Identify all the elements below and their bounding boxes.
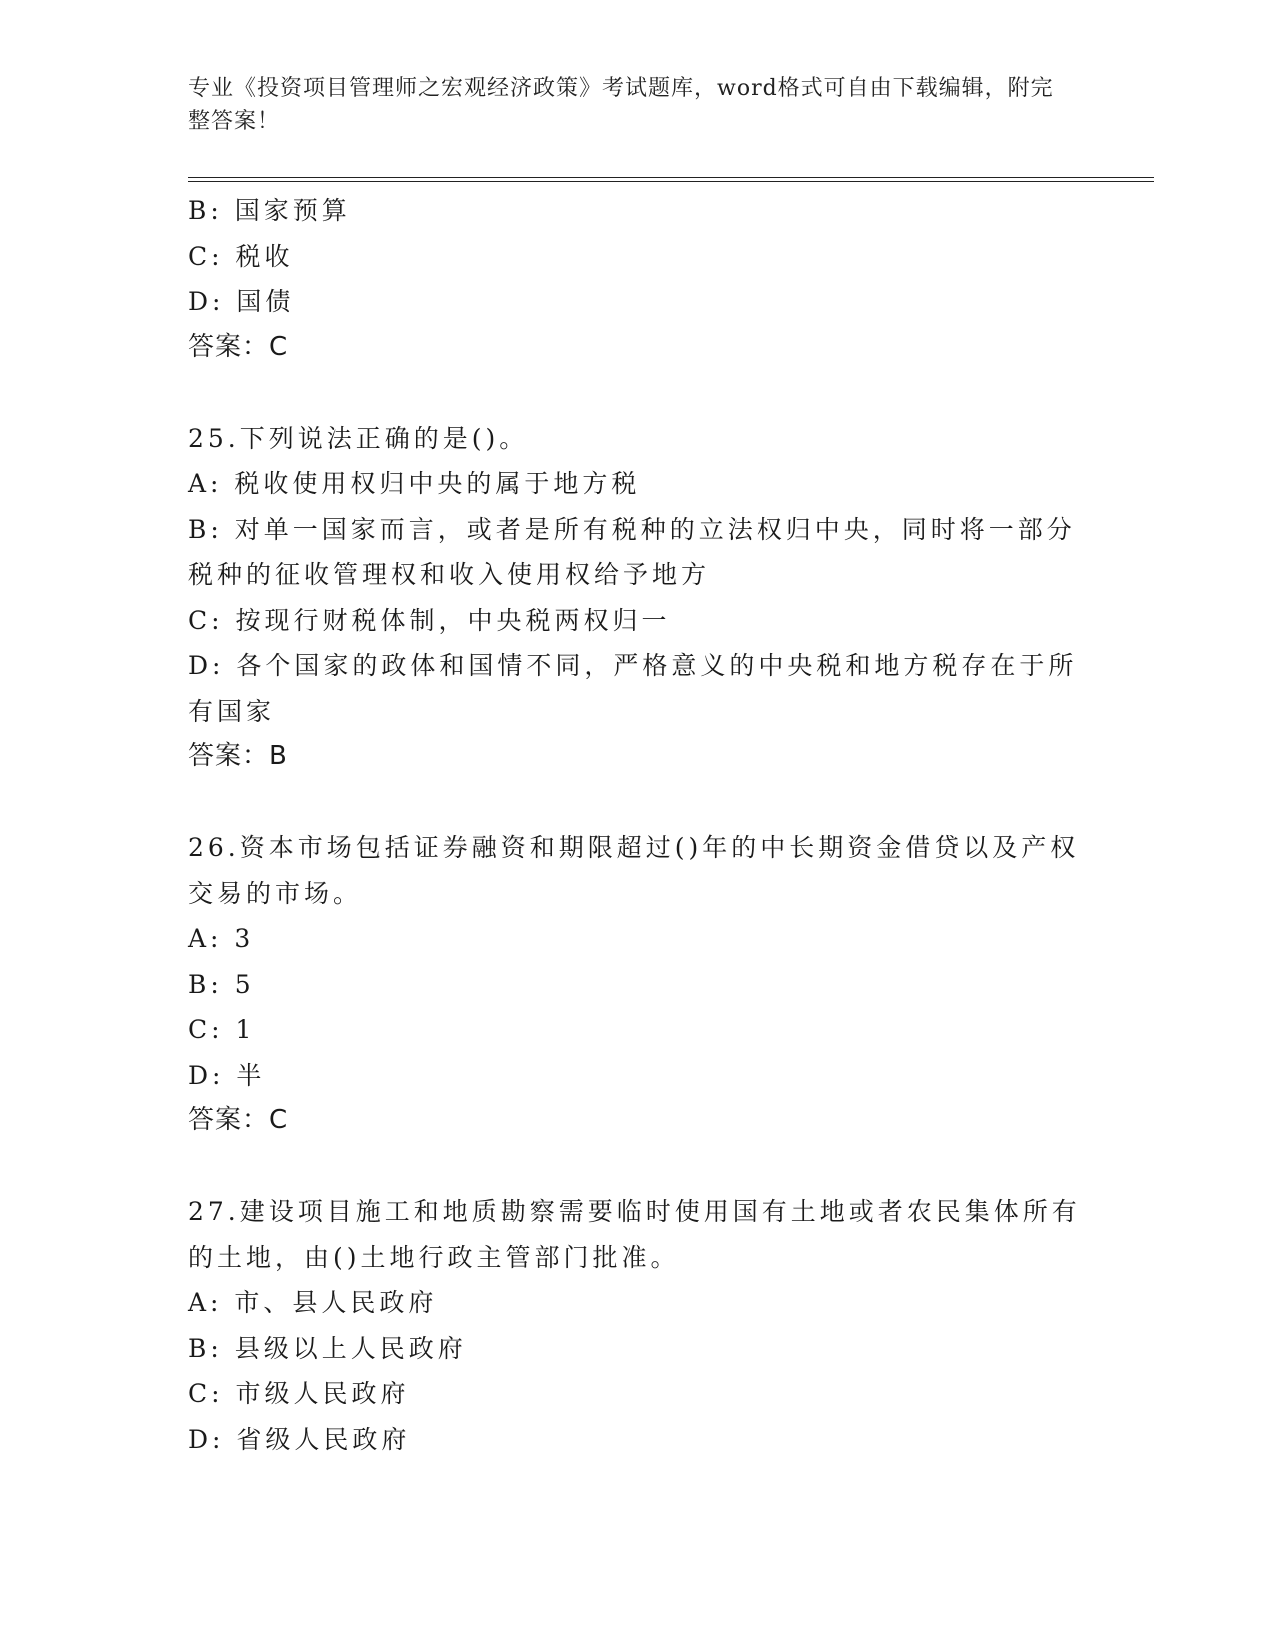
option-d: D: 省级人民政府 xyxy=(188,1424,411,1454)
option-d: D: 半 xyxy=(188,1060,266,1090)
question-stem: 26.资本市场包括证券融资和期限超过()年的中长期资金借贷以及产权交易的市场。 xyxy=(188,833,1080,908)
option-d: D: 各个国家的政体和国情不同，严格意义的中央税和地方税存在于所有国家 xyxy=(188,651,1078,726)
option-b: B: 国家预算 xyxy=(188,196,351,225)
document-body xyxy=(188,188,1088,1462)
option-b: B: 县级以上人民政府 xyxy=(188,1333,467,1363)
document-header: 专业《投资项目管理师之宏观经济政策》考试题库，word格式可自由下载编辑，附完整答案！ xyxy=(188,76,1054,134)
question-25 xyxy=(188,416,1088,780)
option-a: A: 市、县人民政府 xyxy=(188,1288,438,1317)
option-b: B: 5 xyxy=(188,969,255,999)
question-24-tail xyxy=(188,188,1088,370)
answer-line: 答案：C xyxy=(188,331,289,362)
answer-line: 答案：B xyxy=(188,741,288,771)
question-stem: 25.下列说法正确的是()。 xyxy=(188,423,529,453)
option-c: C: 税收 xyxy=(188,241,294,271)
question-26 xyxy=(188,825,1088,1144)
option-d: D: 国债 xyxy=(188,287,295,316)
answer-line: 答案：C xyxy=(188,1105,289,1135)
header-divider xyxy=(188,177,1154,182)
option-c: C: 1 xyxy=(188,1015,256,1044)
option-b: B: 对单一国家而言，或者是所有税种的立法权归中央，同时将一部分税种的征收管理权和收入使用权给予地方 xyxy=(188,514,1076,589)
question-stem: 27.建设项目施工和地质勘察需要临时使用国有土地或者农民集体所有的土地，由()土地行政主管部门批准。 xyxy=(188,1197,1081,1272)
option-a: A: 税收使用权归中央的属于地方税 xyxy=(188,469,641,498)
question-27 xyxy=(188,1189,1088,1462)
option-c: C: 按现行财税体制，中央税两权归一 xyxy=(188,605,671,635)
option-c: C: 市级人民政府 xyxy=(188,1379,410,1408)
option-a: A: 3 xyxy=(188,924,255,953)
